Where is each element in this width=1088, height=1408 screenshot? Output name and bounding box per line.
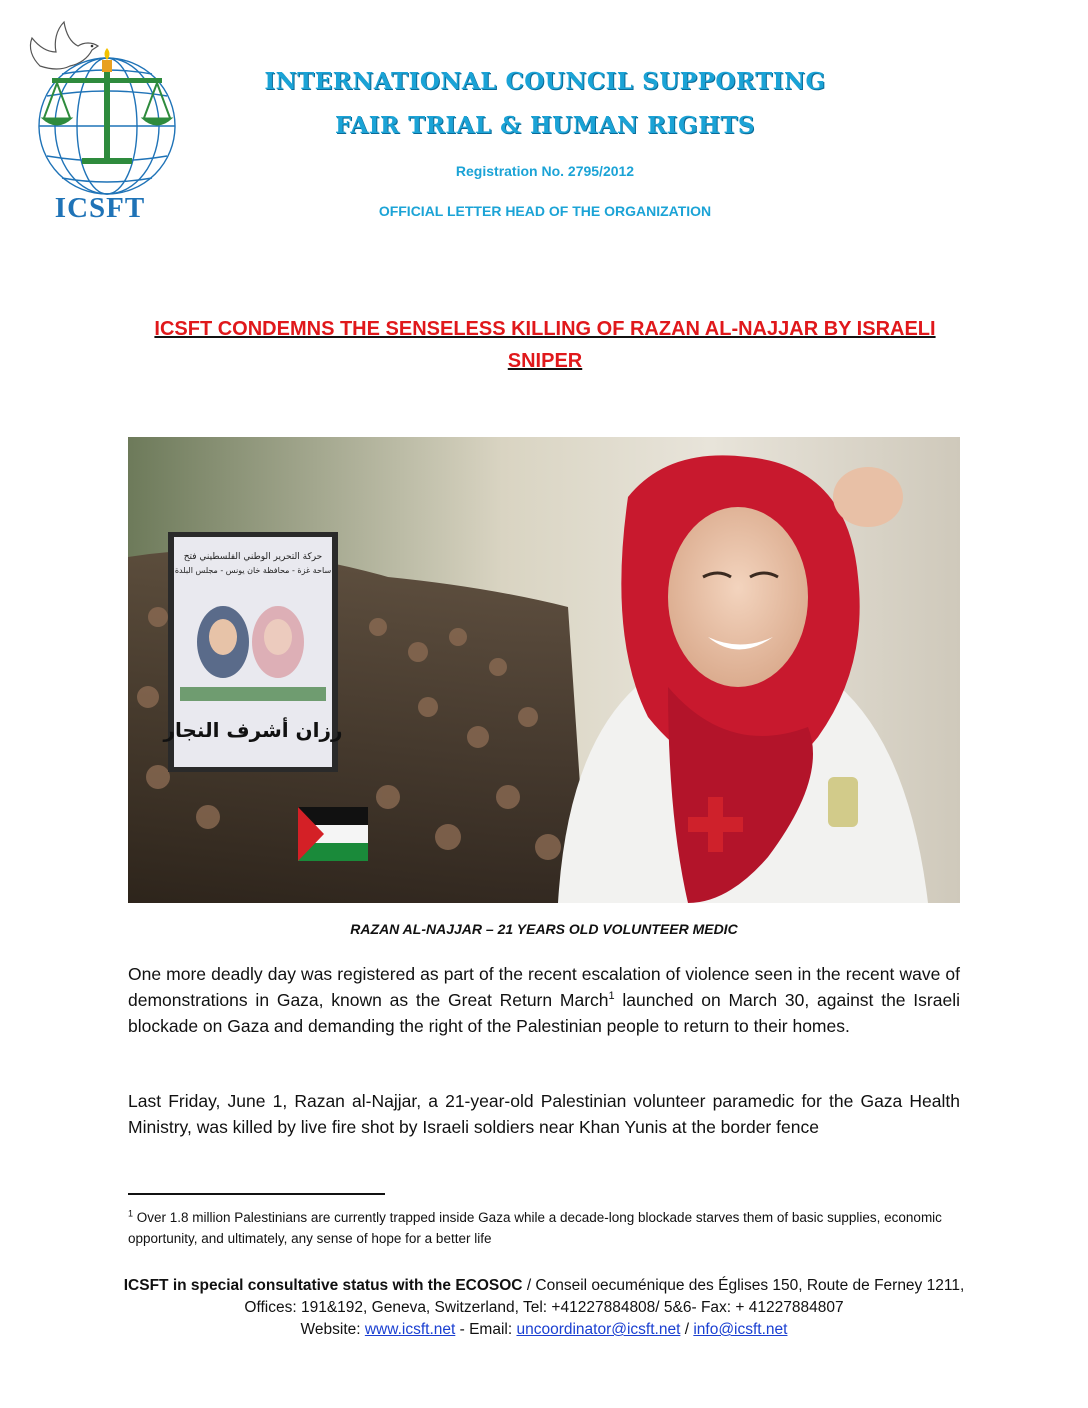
poster-line-2: ساحة غزة - محافظة خان يونس - مجلس البلدة — [174, 566, 332, 575]
org-name-line-2: FAIR TRIAL & HUMAN RIGHTS — [334, 112, 756, 139]
footnote-text: Over 1.8 million Palestinians are currently trapped inside Gaza while a decade-long blockade starves them of basic supplies, economic opportunity, and ultimately, any sense of hope for a better life — [128, 1210, 942, 1246]
registration-number: Registration No. 2795/2012 — [455, 163, 635, 179]
footnote — [128, 1207, 960, 1249]
body-paragraph-1 — [128, 961, 960, 1039]
org-name-line-1: INTERNATIONAL COUNCIL SUPPORTING — [264, 68, 826, 95]
paragraph-1-text-b: launched on March 30, against the Israeli blockade on Gaza and demanding the right of the Palestinian people to return to their homes. — [128, 990, 960, 1036]
footnote-ref[interactable]: 1 — [608, 990, 615, 1003]
footnote-divider — [128, 1193, 385, 1195]
email-separator: / — [680, 1321, 694, 1338]
official-letterhead-label: OFFICIAL LETTER HEAD OF THE ORGANIZATION — [378, 203, 712, 219]
logo-wordmark: ICSFT — [54, 192, 146, 224]
photo-caption: RAZAN AL-NAJJAR – 21 YEARS OLD VOLUNTEER MEDIC — [350, 921, 738, 937]
article-headline — [130, 313, 960, 377]
headline-line-2: SNIPER — [507, 350, 583, 372]
body-paragraph-2: Last Friday, June 1, Razan al-Najjar, a 21-year-old Palestinian volunteer paramedic for the Gaza Health Ministry, was killed by live fire shot by Israeli soldiers near Khan Yunis at the border fence — [128, 1091, 960, 1137]
poster-name: رزان أشرف النجار — [163, 718, 343, 742]
website-link[interactable]: www.icsft.net — [364, 1321, 456, 1338]
footer-status-bold: ICSFT in special consultative status with the ECOSOC — [123, 1277, 523, 1294]
website-label: Website: — [300, 1321, 365, 1338]
footer-address: / Conseil oecuménique des Églises 150, Route de Ferney 1211, Offices: 191&192, Geneva, Switzerland, Tel: +41227884808/ 5&6- Fax: + 41227884807 — [244, 1277, 965, 1316]
article-photo — [128, 437, 960, 903]
headline-line-1: ICSFT CONDEMNS THE SENSELESS KILLING OF RAZAN AL-NAJJAR BY ISRAELI — [154, 318, 936, 340]
email-label: - Email: — [455, 1321, 517, 1338]
poster-line-1: حركة التحرير الوطني الفلسطيني فتح — [183, 552, 323, 562]
email-link-coordinator[interactable]: uncoordinator@icsft.net — [516, 1321, 681, 1338]
footnote-number: 1 — [128, 1208, 134, 1219]
protest-poster — [162, 532, 342, 772]
email-link-info[interactable]: info@icsft.net — [693, 1321, 788, 1338]
paragraph-1-text-a: One more deadly day was registered as part of the recent escalation of violence seen in the recent wave of demonstrations in Gaza, known as the Great Return March — [128, 964, 960, 1010]
page-footer — [110, 1275, 978, 1341]
